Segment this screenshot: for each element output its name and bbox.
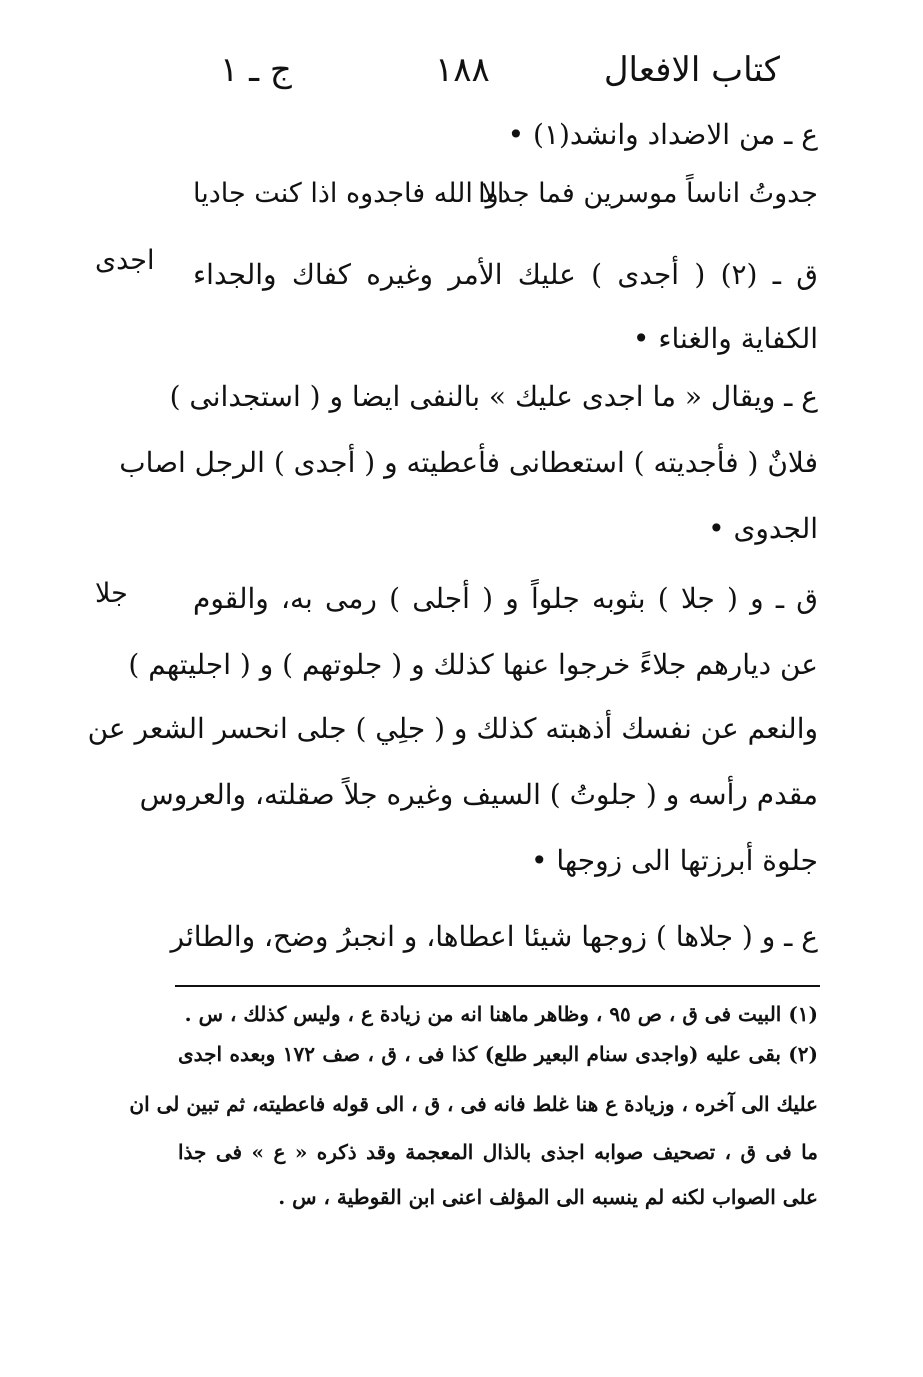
margin-keyword-ajda: اجدى — [95, 245, 155, 276]
poem-verse — [193, 178, 818, 218]
book-title: كتاب الافعال — [603, 50, 780, 90]
footnote-2-line-4: على الصواب لكنه لم ينسبه الى المؤلف اعنى ابن القوطية ، س . — [278, 1185, 818, 1209]
text-line-5: ع ـ ويقال « ما اجدى عليك » بالنفى ايضا و ( استجدانى ) — [169, 380, 818, 413]
footnote-1: (١) البيت فى ق ، ص ٩٥ ، وظاهر ماهنا انه من زيادة ع ، وليس كذلك ، س . — [184, 1002, 818, 1026]
text-line-12: جلوة أبرزتها الى زوجها • — [530, 844, 818, 877]
text-line-8: ق ـ و ( جلا ) بثوبه جلواً و ( أجلى ) رمى به، والقوم — [193, 582, 818, 615]
text-line-4: الكفاية والغناء • — [632, 322, 818, 355]
text-line-7: الجدوى • — [708, 512, 818, 545]
text-line-1: ع ـ من الاضداد وانشد(١) • — [507, 118, 818, 151]
running-header — [180, 50, 780, 100]
footnote-2-line-2: عليك الى آخره ، وزيادة ع هنا غلط فانه فى ، ق ، الى قوله فاعطيته، ثم تبين لى ان — [129, 1092, 818, 1116]
text-line-3: ق ـ (٢) ( أجدى ) عليك الأمر وغيره كفاك والجداء — [193, 258, 819, 291]
volume-label: ج ـ ١ — [220, 50, 292, 90]
footnote-separator — [175, 985, 820, 987]
page-number: ١٨٨ — [435, 50, 490, 90]
text-line-11: مقدم رأسه و ( جلوتُ ) السيف وغيره جلاً صقلته، والعروس — [139, 778, 818, 811]
margin-keyword-jala: جلا — [95, 578, 128, 609]
poem-hemistich-second: الا الله فاجدوه اذا كنت جاديا — [193, 178, 505, 209]
text-line-6: فلانٌ ( فأجديته ) استعطانى فأعطيته و ( أجدى ) الرجل اصاب — [119, 446, 818, 479]
text-line-10: والنعم عن نفسك أذهبته كذلك و ( جلِي ) جلى انحسر الشعر عن — [87, 712, 818, 745]
text-line-9: عن ديارهم جلاءً خرجوا عنها كذلك و ( جلوتهم ) و ( اجليتهم ) — [128, 648, 818, 681]
poem-hemistich-first: جدوتُ اناساً موسرين فما جدوا — [478, 178, 818, 209]
footnote-2-line-1: (٢) بقى عليه (واجدى سنام البعير طلع) كذا فى ، ق ، صف ١٧٢ وبعده اجدى — [178, 1042, 818, 1066]
text-line-13: ع ـ و ( جلاها ) زوجها شيئا اعطاها، و انجبرُ وضح، والطائر — [170, 920, 818, 953]
footnote-2-line-3: ما فى ق ، تصحيف صوابه اجذى بالذال المعجمة وقد ذكره « ع » فى جذا — [178, 1140, 818, 1164]
